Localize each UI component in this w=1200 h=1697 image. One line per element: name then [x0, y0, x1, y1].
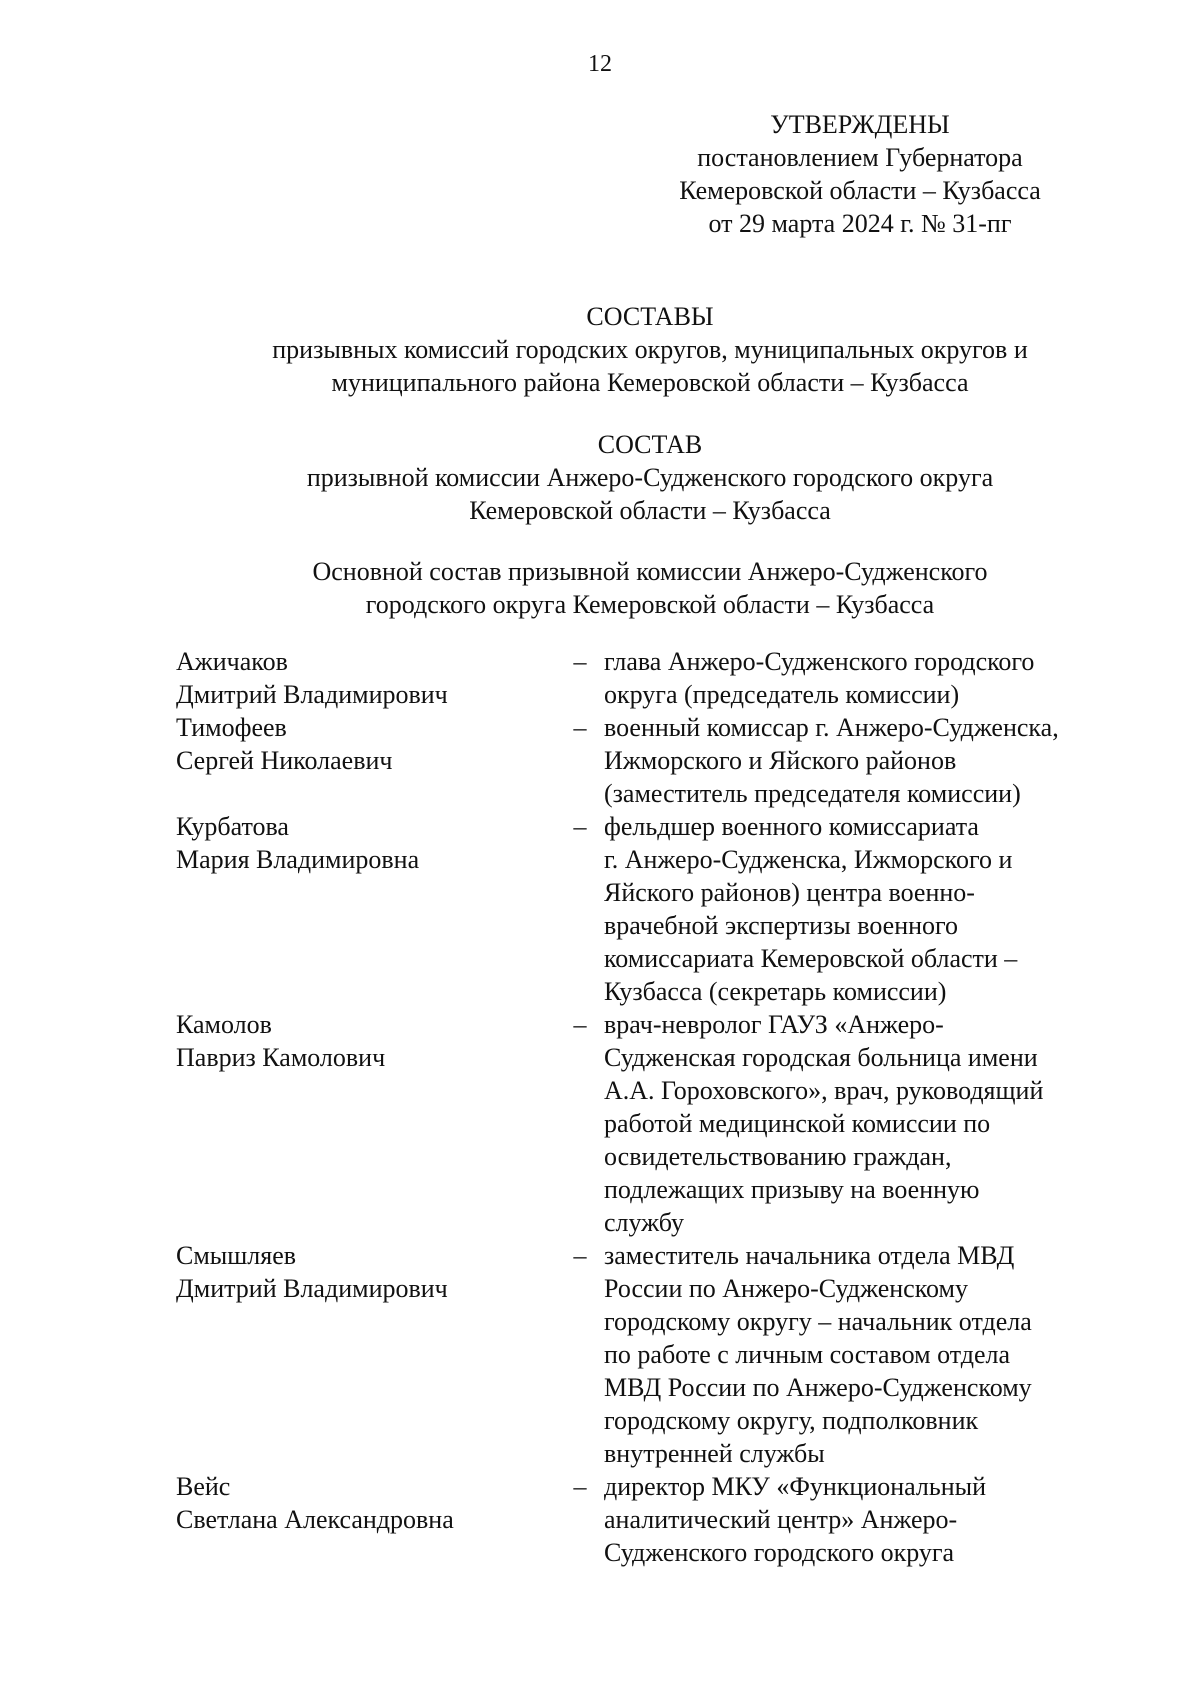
member-position-line: А.А. Гороховского», врач, руководящий [604, 1076, 1044, 1105]
member-position-line: округа (председатель комиссии) [604, 680, 960, 709]
sub-heading [130, 428, 1170, 527]
member-position-line: заместитель начальника отдела МВД [604, 1241, 1015, 1270]
member-position [604, 1008, 1144, 1239]
sub-heading-line: Кемеровской области – Кузбасса [469, 496, 831, 525]
member-given-names: Павриз Камолович [176, 1043, 386, 1072]
member-position-line: военный комиссар г. Анжеро-Судженска, [604, 713, 1059, 742]
main-heading [130, 300, 1170, 399]
member-position [604, 810, 1144, 1008]
main-heading-line: призывных комиссий городских округов, муниципальных округов и [272, 335, 1028, 364]
member-dash: – [573, 1472, 587, 1501]
member-position-line: фельдшер военного комиссариата [604, 812, 979, 841]
approval-date: от 29 марта 2024 г. № 31-пг [708, 209, 1012, 238]
member-position-line: по работе с личным составом отдела [604, 1340, 1011, 1369]
member-position [604, 1470, 1144, 1569]
basic-heading-line: Основной состав призывной комиссии Анжеро-Судженского [312, 557, 988, 586]
sub-heading-line: призывной комиссии Анжеро-Судженского городского округа [306, 463, 994, 492]
member-name [176, 645, 556, 711]
member-position-line: (заместитель председателя комиссии) [604, 779, 1021, 808]
member-name [176, 1239, 556, 1470]
main-heading-line: муниципального района Кемеровской области – Кузбасса [331, 368, 969, 397]
member-dash: – [573, 812, 587, 841]
member-given-names: Дмитрий Владимирович [176, 1274, 448, 1303]
member-position-line: комиссариата Кемеровской области – [604, 944, 1018, 973]
member-position-line: работой медицинской комиссии по [604, 1109, 991, 1138]
basic-composition-heading [130, 555, 1170, 621]
basic-heading-line: городского округа Кемеровской области – Кузбасса [365, 590, 935, 619]
member-row [0, 1239, 1200, 1470]
member-position-line: Ижморского и Яйского районов [604, 746, 957, 775]
member-row [0, 711, 1200, 810]
member-position-line: МВД России по Анжеро-Судженскому [604, 1373, 1032, 1402]
member-row [0, 1470, 1200, 1569]
member-position-line: Яйского районов) центра военно- [604, 878, 975, 907]
member-given-names: Светлана Александровна [176, 1505, 454, 1534]
member-surname: Ажичаков [176, 647, 288, 676]
page-number: 12 [588, 51, 612, 77]
member-surname: Курбатова [176, 812, 289, 841]
member-position-line: директор МКУ «Функциональный [604, 1472, 987, 1501]
member-row [0, 810, 1200, 1008]
member-position-line: врач-невролог ГАУЗ «Анжеро- [604, 1010, 944, 1039]
approval-line: постановлением Губернатора [697, 143, 1023, 172]
approval-block [650, 108, 1070, 240]
member-position [604, 711, 1144, 810]
member-position [604, 1239, 1144, 1470]
main-heading-title: СОСТАВЫ [586, 302, 714, 331]
member-position-line: освидетельствованию граждан, [604, 1142, 952, 1171]
member-position-line: Судженского городского округа [604, 1538, 955, 1567]
member-position-line: России по Анжеро-Судженскому [604, 1274, 968, 1303]
member-dash: – [573, 647, 587, 676]
member-name [176, 1008, 556, 1239]
member-given-names: Мария Владимировна [176, 845, 420, 874]
members-list [0, 645, 1200, 1569]
member-position-line: врачебной экспертизы военного [604, 911, 959, 940]
member-surname: Вейс [176, 1472, 231, 1501]
member-surname: Смышляев [176, 1241, 297, 1270]
member-position [604, 645, 1144, 711]
member-position-line: подлежащих призыву на военную [604, 1175, 980, 1204]
member-position-line: внутренней службы [604, 1439, 825, 1468]
member-dash: – [573, 1010, 587, 1039]
approval-line: Кемеровской области – Кузбасса [679, 176, 1041, 205]
member-surname: Камолов [176, 1010, 272, 1039]
member-position-line: Судженская городская больница имени [604, 1043, 1038, 1072]
member-position-line: Кузбасса (секретарь комиссии) [604, 977, 947, 1006]
member-position-line: г. Анжеро-Судженска, Ижморского и [604, 845, 1013, 874]
member-position-line: городскому округу – начальник отдела [604, 1307, 1032, 1336]
member-row [0, 1008, 1200, 1239]
member-row [0, 645, 1200, 711]
member-name [176, 810, 556, 1008]
member-position-line: городскому округу, подполковник [604, 1406, 979, 1435]
approval-title: УТВЕРЖДЕНЫ [770, 110, 950, 139]
member-name [176, 1470, 556, 1569]
member-position-line: службу [604, 1208, 685, 1237]
member-surname: Тимофеев [176, 713, 287, 742]
member-dash: – [573, 1241, 587, 1270]
sub-heading-title: СОСТАВ [597, 430, 703, 459]
member-name [176, 711, 556, 810]
member-given-names: Сергей Николаевич [176, 746, 393, 775]
member-position-line: аналитический центр» Анжеро- [604, 1505, 958, 1534]
member-position-line: глава Анжеро-Судженского городского [604, 647, 1035, 676]
member-given-names: Дмитрий Владимирович [176, 680, 448, 709]
member-dash: – [573, 713, 587, 742]
